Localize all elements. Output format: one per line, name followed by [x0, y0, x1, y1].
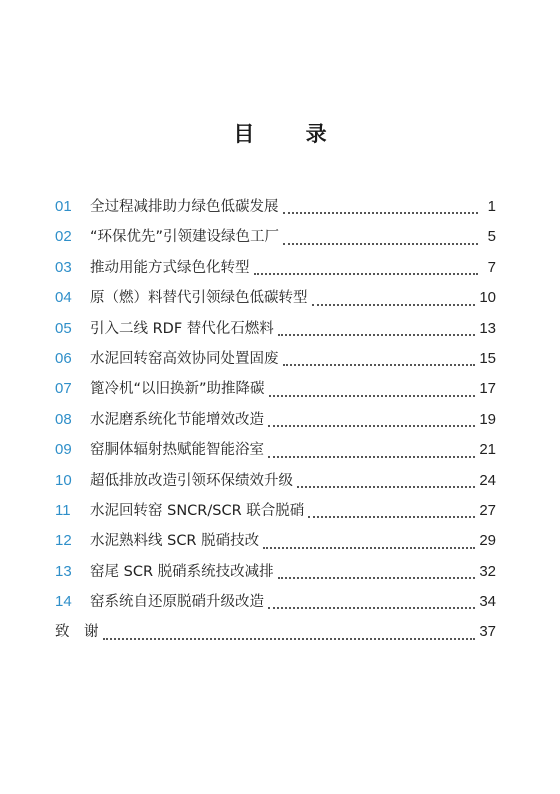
- dot-leader: [263, 546, 475, 549]
- entry-page-number: 24: [479, 471, 496, 489]
- entry-page-number: 32: [479, 562, 496, 580]
- entry-number: 01: [55, 198, 72, 215]
- entry-title: 推动用能方式绿色化转型: [90, 259, 250, 276]
- entry-title: 水泥回转窑 SNCR/SCR 联合脱硝: [90, 502, 305, 519]
- entry-page-number: 7: [487, 258, 496, 276]
- entry-title: 窑尾 SCR 脱硝系统技改减排: [90, 563, 274, 580]
- entry-page-number: 29: [479, 532, 496, 550]
- dot-leader: [283, 211, 479, 214]
- toc-entry-02[interactable]: [55, 226, 496, 256]
- entry-page-number: 10: [479, 289, 496, 307]
- entry-title: 水泥熟料线 SCR 脱硝技改: [90, 533, 260, 550]
- entry-title: 原（燃）料替代引领绿色低碳转型: [90, 290, 308, 307]
- page-title: 目 录: [233, 121, 349, 146]
- toc-entry-07[interactable]: [55, 378, 496, 408]
- entry-number: 10: [55, 471, 72, 489]
- toc-entry-01[interactable]: [55, 196, 496, 226]
- entry-title: 水泥回转窑高效协同处置固废: [90, 350, 279, 367]
- entry-page-number: 19: [479, 410, 496, 428]
- entry-title: 引入二线 RDF 替代化石燃料: [90, 320, 274, 337]
- entry-number: 13: [55, 562, 72, 580]
- dot-leader: [308, 515, 475, 518]
- toc-entry-13[interactable]: [55, 561, 496, 591]
- table-of-contents: [55, 196, 496, 652]
- dot-leader: [312, 303, 476, 306]
- dot-leader: [278, 333, 476, 336]
- entry-page-number: 1: [487, 198, 496, 215]
- toc-entry-05[interactable]: [55, 318, 496, 348]
- entry-number: 05: [55, 319, 72, 337]
- entry-number: 14: [55, 593, 72, 611]
- entry-number: 07: [55, 380, 72, 398]
- entry-page-number: 34: [479, 593, 496, 611]
- toc-entry-08[interactable]: [55, 409, 496, 439]
- entry-title: 窑胴体辐射热赋能智能浴室: [90, 442, 264, 459]
- entry-page-number: 21: [479, 441, 496, 459]
- dot-leader: [278, 576, 476, 579]
- dot-leader: [103, 637, 476, 640]
- toc-entry-09[interactable]: [55, 439, 496, 469]
- dot-leader: [283, 242, 478, 245]
- toc-entry-10[interactable]: [55, 470, 496, 500]
- dot-leader: [268, 424, 475, 427]
- entry-page-number: 15: [479, 349, 496, 367]
- entry-title: 篦冷机“以旧换新”助推降碳: [90, 381, 265, 398]
- entry-number: 11: [55, 501, 71, 519]
- dot-leader: [297, 485, 475, 488]
- dot-leader: [283, 363, 476, 366]
- entry-page-number: 17: [479, 380, 496, 398]
- toc-entry-12[interactable]: [55, 530, 496, 560]
- entry-title: 全过程减排助力绿色低碳发展: [90, 199, 279, 215]
- entry-number: 04: [55, 289, 72, 307]
- dot-leader: [268, 455, 475, 458]
- toc-entry-acknowledgement[interactable]: [55, 621, 496, 651]
- entry-number: 02: [55, 228, 72, 246]
- toc-entry-03[interactable]: [55, 257, 496, 287]
- entry-title: 水泥磨系统化节能增效改造: [90, 411, 264, 428]
- entry-page-number: 5: [487, 228, 496, 246]
- entry-number: 12: [55, 532, 72, 550]
- entry-number: 09: [55, 441, 72, 459]
- entry-number: 03: [55, 258, 72, 276]
- toc-entry-14[interactable]: [55, 591, 496, 621]
- dot-leader: [254, 272, 479, 275]
- toc-entry-04[interactable]: [55, 287, 496, 317]
- entry-title: “环保优先”引领建设绿色工厂: [90, 229, 280, 246]
- entry-page-number: 37: [479, 623, 496, 641]
- entry-title: 窑系统自还原脱硝升级改造: [90, 594, 264, 611]
- entry-number: 08: [55, 410, 72, 428]
- entry-number: 06: [55, 349, 72, 367]
- dot-leader: [268, 606, 475, 609]
- entry-page-number: 13: [479, 319, 496, 337]
- dot-leader: [269, 394, 476, 397]
- toc-entry-06[interactable]: [55, 348, 496, 378]
- entry-page-number: 27: [479, 501, 496, 519]
- acknowledgement-label: 致 谢: [55, 624, 99, 641]
- entry-title: 超低排放改造引领环保绩效升级: [90, 472, 293, 489]
- toc-entry-11[interactable]: [55, 500, 496, 530]
